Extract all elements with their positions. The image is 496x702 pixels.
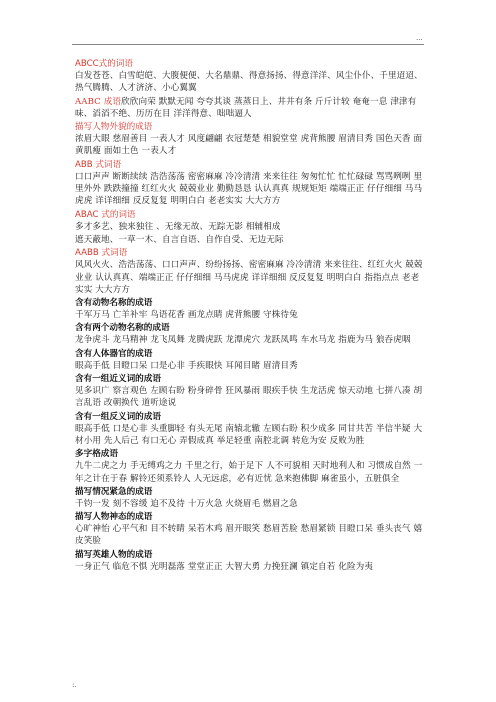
- section-body: 一身正气 临危不惧 光明磊落 堂堂正正 大智大勇 力挽狂澜 镇定自若 化险为夷: [75, 561, 374, 572]
- section-body: 眼高手低 目瞪口呆 口是心非 手疾眼快 耳闻目睹 眉清目秀: [75, 360, 298, 371]
- section-body: 见多识广 察言观色 左顾右盼 粉身碎骨 狂风暴雨 眼疾手快 生龙活虎 惊天动地 七拼八凑 胡言乱语 改朝换代 道听途说: [75, 386, 423, 409]
- section-body: 龙争虎斗 龙马精神 龙飞凤舞 龙腾虎跃 龙潭虎穴 龙跃凤鸣 车水马龙 指鹿为马 狼吞虎咽: [75, 335, 411, 346]
- section-title: ABAC 式的词语: [75, 209, 136, 220]
- document-body: [75, 58, 425, 574]
- page-footer-mark: :.: [72, 681, 77, 689]
- section-body: 浓眉大眼 慈眉善目 一表人才 风度翩翩 衣冠楚楚 相貌堂堂 虎背熊腰 眉清目秀 国色天香 面黄肌瘦 面如土色 一表人才: [75, 134, 423, 157]
- aabc-label: 成语: [103, 96, 122, 107]
- header-rule: [72, 44, 424, 45]
- section-body-aabc: [75, 96, 425, 121]
- section-title: 含有人体器官的成语: [75, 348, 153, 359]
- section-title: 多字格成语: [75, 449, 118, 460]
- section-title: AABB 式词语: [75, 248, 128, 259]
- section-body: 口口声声 断断续续 浩浩荡荡 密密麻麻 冷冷清清 来来往往 匆匆忙忙 忙忙碌碌 骂骂咧咧 里里外外 跌跌撞撞 红红火火 兢兢业业 勤勤恳恳 认认真真 规规矩矩 端端正正 仔仔细细 马马虎虎 详详细细 反反复复 明明白白 老老实实 大大方方: [75, 171, 423, 207]
- page-header-mark: ...: [416, 34, 423, 42]
- section-title: 描写人物神态的成语: [75, 512, 153, 523]
- section-body: 千钧一发 刻不容缓 迫不及待 十万火急 火烧眉毛 燃眉之急: [75, 498, 298, 509]
- aabc-text: 欣欣向荣 默默无闻 夸夸其谈 蒸蒸日上、井井有条 斤斤计较 奄奄一息 津津有味、滔滔不绝、历历在目 洋洋得意、咄咄逼人: [75, 96, 417, 119]
- section-title: 描写人物外貌的成语: [75, 122, 153, 133]
- section-body: 遮天蔽地、一草一木、自言自语、自作自受、无边无际: [75, 234, 284, 245]
- section-body: 心旷神怡 心平气和 目不转睛 呆若木鸡 眉开眼笑 愁眉苦脸 愁眉紧锁 目瞪口呆 垂头丧气 嬉皮笑脸: [75, 524, 423, 547]
- section-title: ABCC式的词语: [75, 59, 133, 69]
- section-body: 风风火火、浩浩荡荡、口口声声、纷纷扬扬、密密麻麻 冷冷清清 来来往往、红红火火 兢兢业业 认认真真、端端正正 仔仔细细 马马虎虎 详详细细 反反复复 明明白白 指指点点 老老实实 大大方方: [75, 260, 423, 295]
- section-body: 多才多艺、独来独往 、无缘无故、无踪无影 相辅相成: [75, 221, 281, 232]
- section-body: 眼高手低 口是心非 头重脚轻 有头无尾 南辕北辙 左顾右盼 积少成多 同甘共苦 半信半疑 大材小用 先人后己 有口无心 弄假成真 举足轻重 南腔北调 转危为安 反败为胜: [75, 423, 423, 446]
- section-body: 千军万马 亡羊补牢 鸟语花香 画龙点睛 虎背熊腰 守株待兔: [75, 310, 298, 321]
- section-title: 描写情况紧急的成语: [75, 486, 153, 497]
- section-body: 九牛二虎之力 手无缚鸡之力 千里之行，始于足下 人不可貌相 天时地利人和 习惯成自然 一年之计在于春 解铃还须系铃人 人无远虑，必有近忧 急来抱佛脚 麻雀虽小，五脏俱全: [75, 461, 423, 484]
- section-title: 含有一组近义词的成语: [75, 374, 161, 385]
- section-body: 白发苍苍、白雪皑皑、大腹便便、大名鼎鼎、得意扬扬、得意洋洋、风尘仆仆、千里迢迢、热气腾腾、人才济济、小心翼翼: [75, 71, 423, 94]
- aabc-prefix: AABC: [75, 96, 101, 107]
- section-title: 含有两个动物名称的成语: [75, 323, 170, 334]
- section-title: 含有动物名称的成语: [75, 298, 153, 309]
- section-title: 含有一组反义词的成语: [75, 411, 161, 422]
- section-title: ABB 式词语: [75, 159, 122, 170]
- section-title: 描写英雄人物的成语: [75, 549, 153, 560]
